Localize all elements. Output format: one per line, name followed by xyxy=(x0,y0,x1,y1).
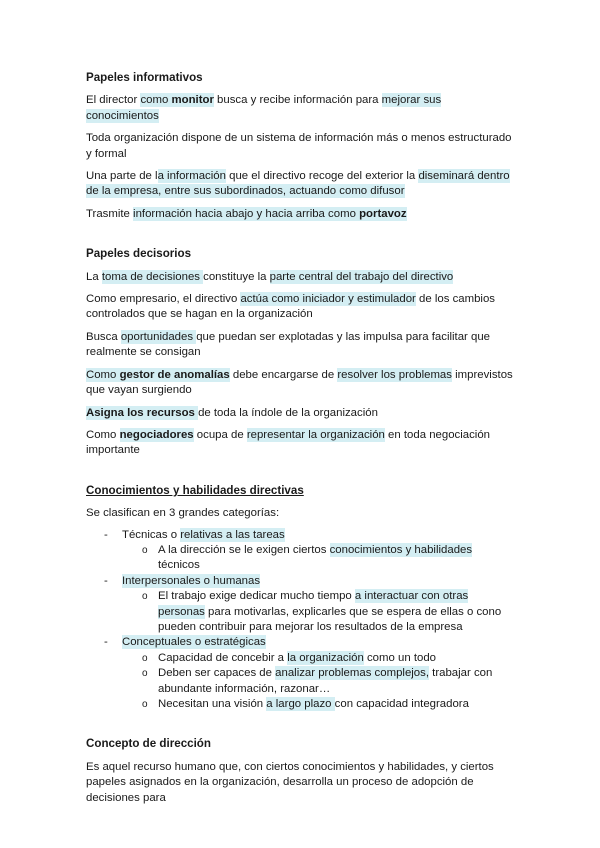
paragraph-concepto-1: Es aquel recurso humano que, con ciertos conocimientos y habilidades, y ciertos papeles asignados en la organización, desarrolla un proceso de adopción de decisiones para xyxy=(86,760,494,804)
paragraph-informativos-2: Toda organización dispone de un sistema de información más o menos estructurado y formal xyxy=(86,132,512,160)
list-item-interpersonales: - Interpersonales o humanas o El trabajo exige dedicar mucho tiempo a interactuar con otras personas para motivarlas, explicarles que se espera de ellas o cono pueden contribuir para mejorar los resultados de la empresa xyxy=(86,574,514,636)
document-content xyxy=(86,70,514,806)
paragraph-conocimientos-intro: Se clasifican en 3 grandes categorías: xyxy=(86,507,280,520)
paragraph-decisorios-4: Como gestor de anomalías debe encargarse de resolver los problemas imprevistos que vayan surgiendo xyxy=(86,368,513,397)
list-item: o A la dirección se le exigen ciertos conocimientos y habilidades técnicos xyxy=(142,543,473,572)
paragraph-decisorios-3: Busca oportunidades que puedan ser explotadas y las impulsa para facilitar que realmente se consigan xyxy=(86,330,491,359)
dash-bullet: - xyxy=(104,528,108,541)
section-heading-decisorios: Papeles decisorios xyxy=(86,247,192,261)
list-item: o Necesitan una visión a largo plazo con capacidad integradora xyxy=(122,697,514,712)
paragraph-informativos-1: El director como monitor busca y recibe información para mejorar sus conocimientos xyxy=(86,94,442,122)
categories-list xyxy=(86,528,514,713)
paragraph-decisorios-5: Asigna los recursos de toda la índole de la organización xyxy=(86,406,378,419)
paragraph-informativos-3: Una parte de la información que el directivo recoge del exterior la diseminará dentro de la empresa, entre sus subordinados, actuando como difusor xyxy=(86,170,510,198)
section-heading-concepto: Concepto de dirección xyxy=(86,737,211,751)
sublist-conceptuales xyxy=(122,651,514,713)
paragraph-decisorios-1: La toma de decisiones constituye la parte central del trabajo del directivo xyxy=(86,270,454,283)
dash-bullet: - xyxy=(104,574,108,587)
paragraph-decisorios-2: Como empresario, el directivo actúa como iniciador y estimulador de los cambios controlados que se hagan en la organización xyxy=(86,293,495,321)
circle-bullet-icon: o xyxy=(142,591,148,603)
paragraph-decisorios-6: Como negociadores ocupa de representar la organización en toda negociación importante xyxy=(86,428,491,457)
section-heading-conocimientos: Conocimientos y habilidades directivas xyxy=(86,483,304,497)
sublist-interpersonales xyxy=(122,589,514,635)
paragraph-informativos-4: Trasmite información hacia abajo y hacia arriba como portavoz xyxy=(86,207,407,220)
list-item-conceptuales: - Conceptuales o estratégicas o Capacidad de concebir a la organización como un todo o Deben ser capaces de analizar problemas complejos, trabajar con abundante información, razonar… o Necesitan una visión a largo plazo con capacidad integradora xyxy=(86,635,514,712)
circle-bullet-icon: o xyxy=(142,652,148,664)
list-item: o Capacidad de concebir a la organización como un todo xyxy=(122,651,514,666)
circle-bullet-icon: o xyxy=(142,668,148,680)
list-item: o El trabajo exige dedicar mucho tiempo a interactuar con otras personas para motivarlas, explicarles que se espera de ellas o cono pueden contribuir para mejorar los resultados de la empresa xyxy=(142,590,502,633)
sublist-tecnicas xyxy=(122,543,514,574)
section-heading-informativos: Papeles informativos xyxy=(86,71,203,84)
dash-bullet: - xyxy=(104,636,108,649)
list-item-tecnicas: - Técnicas o relativas a las tareas o A la dirección se le exigen ciertos conocimientos y habilidades técnicos xyxy=(86,528,514,574)
circle-bullet-icon: o xyxy=(142,544,148,556)
list-item: o Deben ser capaces de analizar problemas complejos, trabajar con abundante información, razonar… xyxy=(142,667,493,695)
circle-bullet-icon: o xyxy=(142,699,148,710)
